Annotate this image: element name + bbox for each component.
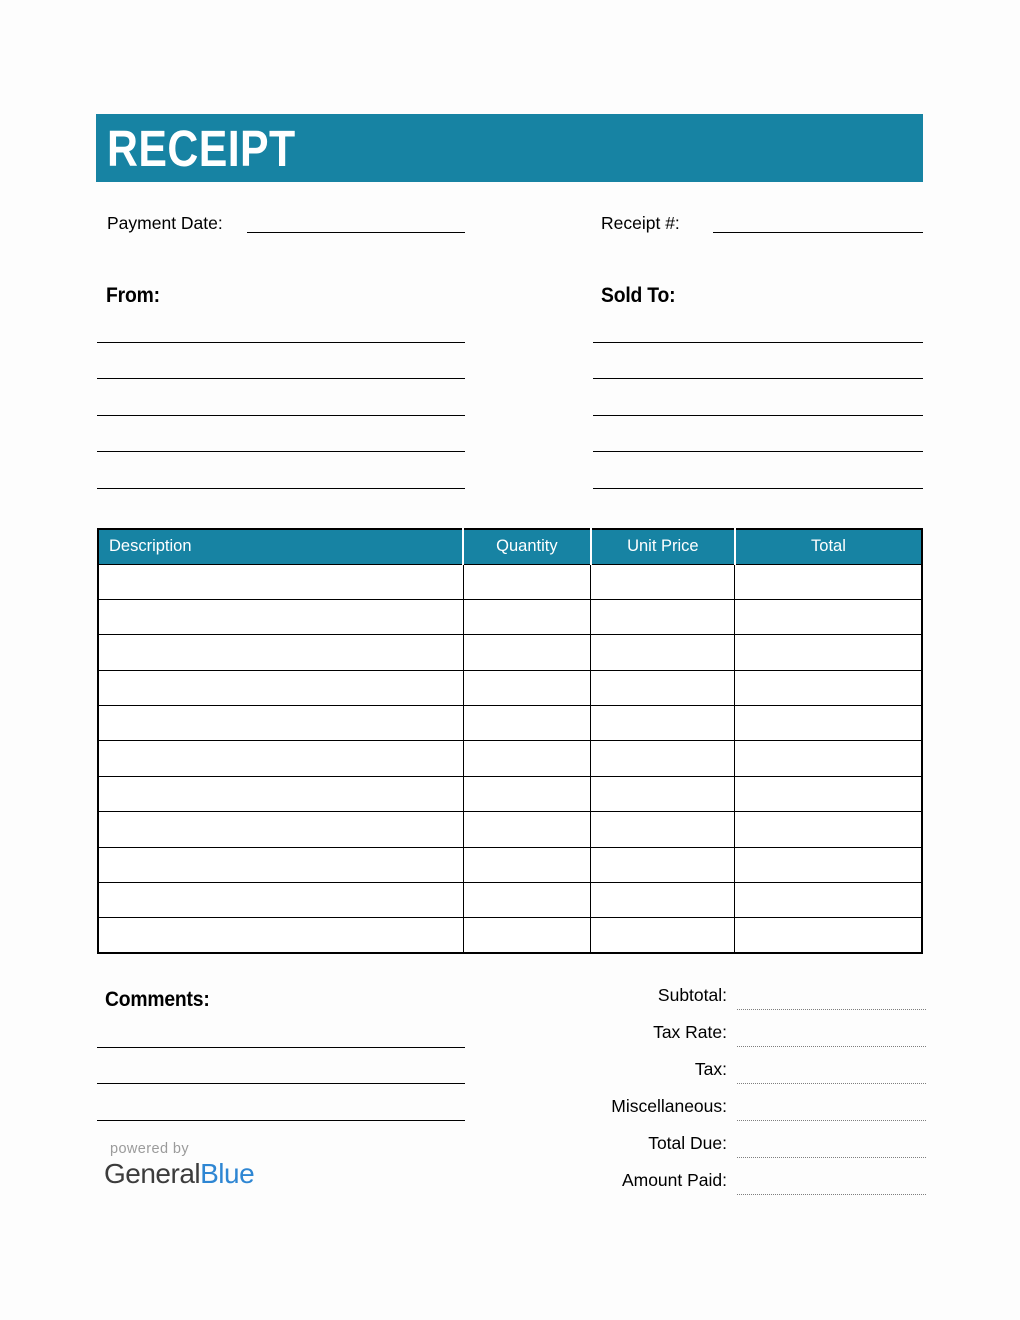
table-cell[interactable] <box>735 918 922 953</box>
table-row <box>98 599 922 634</box>
table-cell[interactable] <box>735 741 922 776</box>
total-label-miscellaneous: Miscellaneous: <box>611 1096 727 1116</box>
sold-to-address-line[interactable] <box>593 416 923 453</box>
total-field-tax-rate[interactable] <box>737 1023 926 1047</box>
receipt-number-label: Receipt #: <box>601 213 680 233</box>
table-cell[interactable] <box>591 918 735 953</box>
from-address-line[interactable] <box>97 416 465 453</box>
total-row-tax <box>557 1047 926 1084</box>
table-cell[interactable] <box>98 670 463 705</box>
table-cell[interactable] <box>591 635 735 670</box>
table-cell[interactable] <box>463 670 591 705</box>
table-cell[interactable] <box>98 741 463 776</box>
total-row-subtotal <box>557 973 926 1010</box>
total-label-subtotal: Subtotal: <box>657 985 727 1005</box>
from-address-line[interactable] <box>97 343 465 380</box>
table-cell[interactable] <box>98 706 463 741</box>
table-cell[interactable] <box>98 812 463 847</box>
brand-blue-text: Blue <box>200 1158 255 1189</box>
total-field-tax[interactable] <box>737 1060 926 1084</box>
table-cell[interactable] <box>735 883 922 918</box>
table-cell[interactable] <box>98 883 463 918</box>
table-cell[interactable] <box>735 564 922 599</box>
total-field-total-due[interactable] <box>737 1134 926 1158</box>
total-field-subtotal[interactable] <box>737 986 926 1010</box>
table-cell[interactable] <box>591 847 735 882</box>
total-label-tax-rate: Tax Rate: <box>653 1022 727 1042</box>
table-cell[interactable] <box>463 812 591 847</box>
total-row-total-due <box>557 1121 926 1158</box>
total-label-amount-paid: Amount Paid: <box>621 1170 727 1190</box>
total-row-amount-paid <box>557 1158 926 1195</box>
table-row <box>98 635 922 670</box>
table-cell[interactable] <box>463 776 591 811</box>
table-cell[interactable] <box>463 847 591 882</box>
totals-section <box>557 973 926 1195</box>
sold-to-address-line[interactable] <box>593 343 923 380</box>
from-address-lines <box>97 306 465 489</box>
table-row <box>98 564 922 599</box>
table-cell[interactable] <box>98 776 463 811</box>
comments-line[interactable] <box>97 1048 465 1085</box>
items-table <box>97 528 923 954</box>
table-cell[interactable] <box>591 670 735 705</box>
table-cell[interactable] <box>463 635 591 670</box>
sold-to-address-line[interactable] <box>593 452 923 489</box>
sold-to-address-line[interactable] <box>593 379 923 416</box>
table-cell[interactable] <box>735 847 922 882</box>
receipt-number-field[interactable] <box>713 213 923 233</box>
sold-to-address-line[interactable] <box>593 306 923 343</box>
table-cell[interactable] <box>98 635 463 670</box>
table-cell[interactable] <box>735 706 922 741</box>
from-address-line[interactable] <box>97 306 465 343</box>
from-address-line[interactable] <box>97 452 465 489</box>
table-cell[interactable] <box>463 706 591 741</box>
items-table-header-row <box>98 529 922 564</box>
comments-line[interactable] <box>97 1084 465 1121</box>
brand-general-text: General <box>104 1158 201 1189</box>
table-row <box>98 883 922 918</box>
table-cell[interactable] <box>735 635 922 670</box>
table-cell[interactable] <box>463 883 591 918</box>
table-cell[interactable] <box>591 812 735 847</box>
table-cell[interactable] <box>735 670 922 705</box>
table-row <box>98 812 922 847</box>
table-cell[interactable] <box>735 599 922 634</box>
table-cell[interactable] <box>98 918 463 953</box>
table-cell[interactable] <box>735 776 922 811</box>
table-cell[interactable] <box>591 599 735 634</box>
payment-date-field[interactable] <box>247 213 465 233</box>
table-row <box>98 918 922 953</box>
table-cell[interactable] <box>463 599 591 634</box>
total-label-tax: Tax: <box>694 1059 727 1079</box>
general-blue-logo <box>104 1158 254 1190</box>
total-field-miscellaneous[interactable] <box>737 1097 926 1121</box>
from-address-line[interactable] <box>97 379 465 416</box>
table-cell[interactable] <box>591 564 735 599</box>
table-row <box>98 847 922 882</box>
table-row <box>98 741 922 776</box>
total-field-amount-paid[interactable] <box>737 1171 926 1195</box>
total-row-miscellaneous <box>557 1084 926 1121</box>
total-row-tax-rate <box>557 1010 926 1047</box>
table-row <box>98 670 922 705</box>
comments-label: Comments: <box>105 988 210 1011</box>
sold-to-label: Sold To: <box>601 284 676 307</box>
table-cell[interactable] <box>463 564 591 599</box>
powered-by-text: powered by <box>110 1141 189 1157</box>
table-row <box>98 706 922 741</box>
table-row <box>98 776 922 811</box>
table-cell[interactable] <box>591 741 735 776</box>
table-cell[interactable] <box>591 706 735 741</box>
table-cell[interactable] <box>98 564 463 599</box>
column-header-total: Total <box>735 529 922 564</box>
from-label: From: <box>106 284 160 307</box>
table-cell[interactable] <box>591 776 735 811</box>
table-cell[interactable] <box>98 847 463 882</box>
column-header-quantity: Quantity <box>463 529 591 564</box>
total-label-total-due: Total Due: <box>648 1133 727 1153</box>
column-header-description: Description <box>98 529 463 564</box>
payment-date-label: Payment Date: <box>107 213 223 233</box>
comments-lines <box>97 1011 465 1121</box>
table-cell[interactable] <box>735 812 922 847</box>
table-cell[interactable] <box>591 883 735 918</box>
table-cell[interactable] <box>98 599 463 634</box>
table-cell[interactable] <box>463 918 591 953</box>
sold-to-address-lines <box>593 306 923 489</box>
title-banner <box>96 114 923 182</box>
table-cell[interactable] <box>463 741 591 776</box>
document-title: RECEIPT <box>107 119 296 177</box>
column-header-unit-price: Unit Price <box>591 529 735 564</box>
comments-line[interactable] <box>97 1011 465 1048</box>
